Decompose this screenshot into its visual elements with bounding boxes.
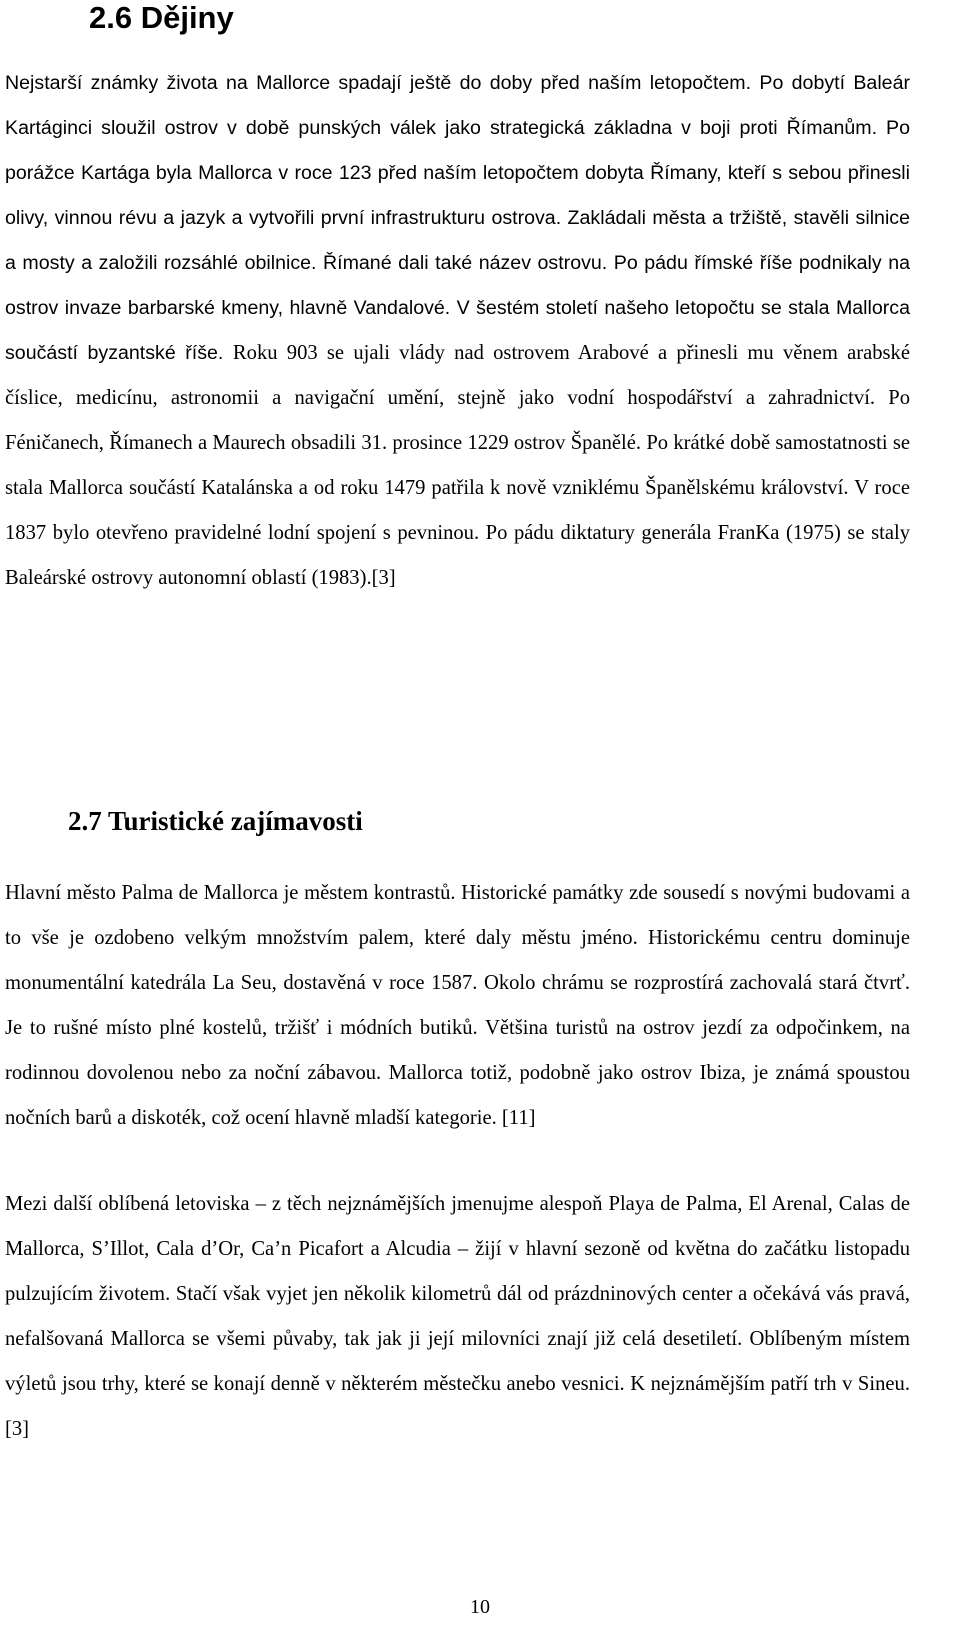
section-heading-dejiny: 2.6 Dějiny xyxy=(89,0,234,35)
paragraph-dejiny xyxy=(5,61,910,601)
paragraph-palma: Hlavní město Palma de Mallorca je městem kontrastů. Historické památky zde sousedí s novými budovami a to vše je ozdobeno velkým množstvím palem, které daly městu jméno. Historickému centru dominuje monumentální katedrála La Seu, dostavěná v roce 1587. Okolo chrámu se rozprostírá zachovalá stará čtvrť. Je to rušné místo plné kostelů, tržišť i módních butiků. Většina turistů na ostrov jezdí za odpočinkem, na rodinnou dovolenou nebo za noční zábavou. Mallorca totiž, podobně jako ostrov Ibiza, je známá spoustou nočních barů a diskoték, což ocení hlavně mladší kategorie. [11] xyxy=(5,882,910,1129)
page-number: 10 xyxy=(470,1596,490,1618)
paragraph-dejiny-serif-run: Roku 903 se ujali vlády nad ostrovem Arabové a přinesli mu věnem arabské číslice, medicínu, astronomii a navigační umění, stejně jako vodní hospodářství a zahradnictví. Po Féničanech, Římanech a Maurech obsadili 31. prosince 1229 ostrov Španělé. Po krátké době samostatnosti se stala Mallorca součástí Katalánska a od roku 1479 patřila k nově vzniklému Španělskému království. V roce 1837 bylo otevřeno pravidelné lodní spojení s pevninou. Po pádu diktatury generála FranKa (1975) se staly Baleárské ostrovy autonomní oblastí (1983).[3] xyxy=(5,342,910,589)
section-heading-turisticke-zajimavosti: 2.7 Turistické zajímavosti xyxy=(68,806,363,836)
paragraph-dejiny-sans-run: Nejstarší známky života na Mallorce spadají ještě do doby před naším letopočtem. Po dobytí Baleár Kartáginci sloužil ostrov v době punských válek jako strategická základna v boji proti Římanům. Po porážce Kartága byla Mallorca v roce 123 před naším letopočtem dobyta Římany, kteří s sebou přinesli olivy, vinnou révu a jazyk a vytvořili první infrastrukturu ostrova. Zakládali města a tržiště, stavěli silnice a mosty a založili rozsáhlé obilnice. Římané dali také název ostrovu. Po pádu římské říše podnikaly na ostrov invaze barbarské kmeny, hlavně Vandalové. V šestém století našeho letopočtu se stala Mallorca součástí byzantské říše. xyxy=(5,72,910,364)
paragraph-letoviska: Mezi další oblíbená letoviska – z těch nejznámějších jmenujme alespoň Playa de Palma, El Arenal, Calas de Mallorca, S’Illot, Cala d’Or, Ca’n Picafort a Alcudia – žijí v hlavní sezoně od května do začátku listopadu pulzujícím životem. Stačí však vyjet jen několik kilometrů dál od prázdninových center a očekává vás pravá, nefalšovaná Mallorca se všemi půvaby, tak jak ji její milovníci znají již celá desetiletí. Oblíbeným místem výletů jsou trhy, které se konají denně v některém městečku anebo vesnici. K nejznámějším patří trh v Sineu. [3] xyxy=(5,1193,910,1440)
